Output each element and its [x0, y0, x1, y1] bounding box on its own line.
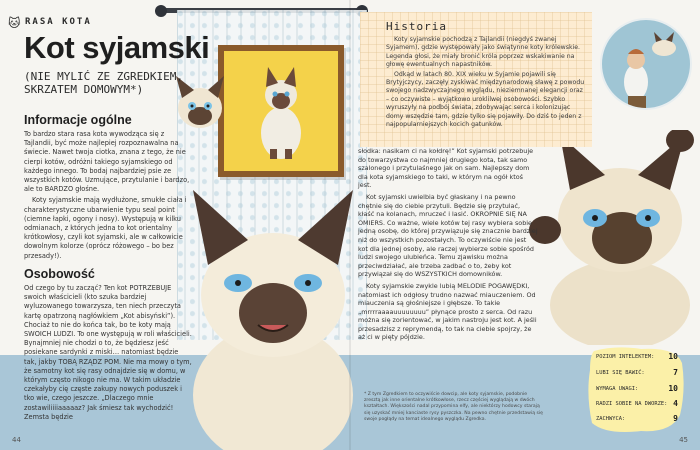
- footnote: * Z tym Zgredkiem to oczywiście dowcip, ale koty syjamskie, podobnie zresztą jak inne orientalne krótkowłose, rzecz częściej wyglądają w dwóch kształtach. Większości nadal przypomina elfy, ale niektórzy hodowcy starają się uzyskać mniej kanciaste rysy pyszczka. Na pewno chętnie przedstawią się swoje pogłądy na temat idealnego wyglądu Zgredka.: [364, 392, 543, 422]
- history-paragraph-2: Odkąd w latach 80. XIX wieku w Syjamie pojawili się Brytyjczycy, zaczęły zyskiwać międzynarodową sławę z powodu swojego nadzwyczajnego wyglądu, nieziemnanej elegancji oraz – co oczywiste – wyjątkowo uroklilwej osobowości. Szybko wyruszyły na podbój świata, zdobywając serca i kolonizując domy wszędzie tam, gdzie tylko się pojawiły. Do dziś to jeden z najpopularniejszych kocich gatunków.: [386, 70, 585, 129]
- stat-label: ZACHWYCA:: [596, 416, 626, 422]
- photo-cat-illustration: [242, 61, 320, 161]
- stat-row-play: [596, 370, 684, 376]
- stat-value: 10: [668, 384, 678, 393]
- jumping-cat-illustration: [520, 130, 700, 345]
- framed-cat-photo: [218, 45, 344, 177]
- section-general-text: [24, 130, 192, 261]
- stat-row-delight: [596, 416, 684, 422]
- rod-knob-left: [155, 5, 167, 17]
- general-paragraph-1: To bardzo stara rasa kota wywodząca się z Tajlandii, być może najlepiej rozpoznawalna na świecie. Nawet twoja ciotka, znana z tego, że nie cierpi kotów, odróżni takiego syjamskiego od każdego innego. To bodaj najbardziej psie ze wszystkich kotów. Uzmujące, przytulanie i bardzo, ale to BARDZO głośne.: [24, 130, 190, 194]
- stat-label: POZIOM INTELEKTEM:: [596, 354, 655, 360]
- stat-value: 4: [673, 399, 678, 408]
- history-box: [360, 12, 592, 147]
- right-column-text: [358, 147, 538, 345]
- large-cat-illustration: [178, 185, 368, 450]
- stats-panel: [586, 345, 686, 435]
- stat-row-outdoors: [596, 401, 684, 407]
- history-text: [386, 36, 586, 130]
- stat-row-intellect: [596, 354, 684, 360]
- history-paragraph-1: Koty syjamskie pochodzą z Tajlandii (niegdyś zwanej Syjamem), gdzie występowały jako świątynne koty królewskie. Legenda głosi, że miały bronić króla poprzez wskakiwanie na głowę ewentualnych napastników.: [386, 36, 581, 69]
- page-title: Kot syjamski: [24, 30, 210, 65]
- stat-label: WYMAGA UWAGI:: [596, 386, 639, 392]
- cat-head-icon: 🐱︎: [8, 16, 21, 30]
- stat-label: RADZI SOBIE NA DWORZE:: [596, 401, 668, 407]
- stat-value: 7: [673, 368, 678, 377]
- history-title: Historia: [386, 20, 447, 33]
- breed-kicker: RASA KOTA: [25, 17, 92, 27]
- right-paragraph-3: Koty syjamskie zwykle lubią MELODIE POGAWĘDKI, natomiast ich odgłosy trudno nazwać miauczeniem. Od miauczenia są głośniejsze i głębsze. To takie „mrrrraaaauuuuuuuu” płynące prosto z serca. Od razu można się zorientować, w jakim nastroju jest kot. A jeśli przesadzisz z reprymendą, to tak na ciebie spojrzy, że aż ci w pięty pójdzie.: [358, 281, 537, 342]
- history-circle-illustration: [600, 18, 692, 110]
- personality-paragraph: Od czego by tu zacząć? Ten kot POTRZEBUJE swoich właścicieli (kto szuka bardziej wyluzowanego towarzysza, ten niech przeczyta kartę opatrzoną nagłówkiem „Kot abisyński”). Chociaż to nie do końca tak, bo te koty mają SWOICH LUDZI. To one występują w roli właścicieli. Bynajmniej nie chodzi o to, że będziesz jeść posiekane sardynki z miski… natomiast będzie tak, jakby TOBĄ RZĄDZ POM. Nie ma mowy o tym, że samotny kot się rasy odnajdzie się w domu, w którym często nikogo nie ma. W takim układzie czekałyby cię częste zakupy nowych poduszek i tko wie, czego jeszcze. „Dlaczego mnie zostawiliiiiaaaaaz? Jak śmiesz tak wychodzić! Zemsta będzie: [24, 284, 192, 421]
- stat-value: 9: [673, 414, 678, 423]
- man-with-cat-illustration: [602, 20, 690, 108]
- book-gutter: [349, 0, 351, 450]
- stat-value: 10: [668, 352, 678, 361]
- stat-label: LUBI SIĘ BAWIĆ:: [596, 370, 645, 376]
- page-number-right: 45: [679, 436, 688, 444]
- right-paragraph-1: słodka: nasikam ci na kołdrę!” Kot syjamski potrzebuje do towarzystwa co najmniej drugiego kota, tak samo szalonego i przytulaśnego jak on sam. Najlepszy dom dla kota syjamskiego to taki, w którym na ogół ktoś jest.: [358, 147, 534, 190]
- section-personality-text: [24, 284, 192, 422]
- general-paragraph-2: Koty syjamskie mają wydłużone, smukłe ciała i charakterystyczne ubarwienie typu seal point (ciemne łapki, ogony i nosy). Występują w kilku odmianach, z których jedna to kot orientalny krótkowłosy, czyli kot syjamski, ale w całkowicie dowolnym kolorze (oprócz różowego – bo bez przesady!).: [24, 196, 187, 260]
- right-paragraph-2: Kot syjamski uwielbia być głaskany i na pewno chętnie się do ciebie przytuli. Będzie się przytulać, kłaść na kolanach, mruczeć i lasić. OKROPNIE SIĘ NA OMIERS. Co ważne, wiele kotów tej rasy wybiera sobie jedną osobę, do której przywiązuje się znacznie bardziej niż do wszystkich pozostałych. To oczywiście nie jest kot dla jednej osoby, ale raczej wybierze sobie spośród ludzi swojego ulubieńca. Temu zjawisku można przeciwdziałać, ale trzeba zadbać o to, żeby kot przywiązał się do WSZYSTKICH domowników.: [358, 192, 538, 279]
- page-subtitle: (NIE MYLIĆ ZE ZGREDKIEM, SKRZATEM DOMOWYM*): [24, 70, 183, 96]
- stat-row-attention: [596, 386, 684, 392]
- section-heading-personality: Osobowość: [24, 267, 95, 281]
- page-number-left: 44: [12, 436, 21, 444]
- section-heading-general: Informacje ogólne: [24, 113, 132, 127]
